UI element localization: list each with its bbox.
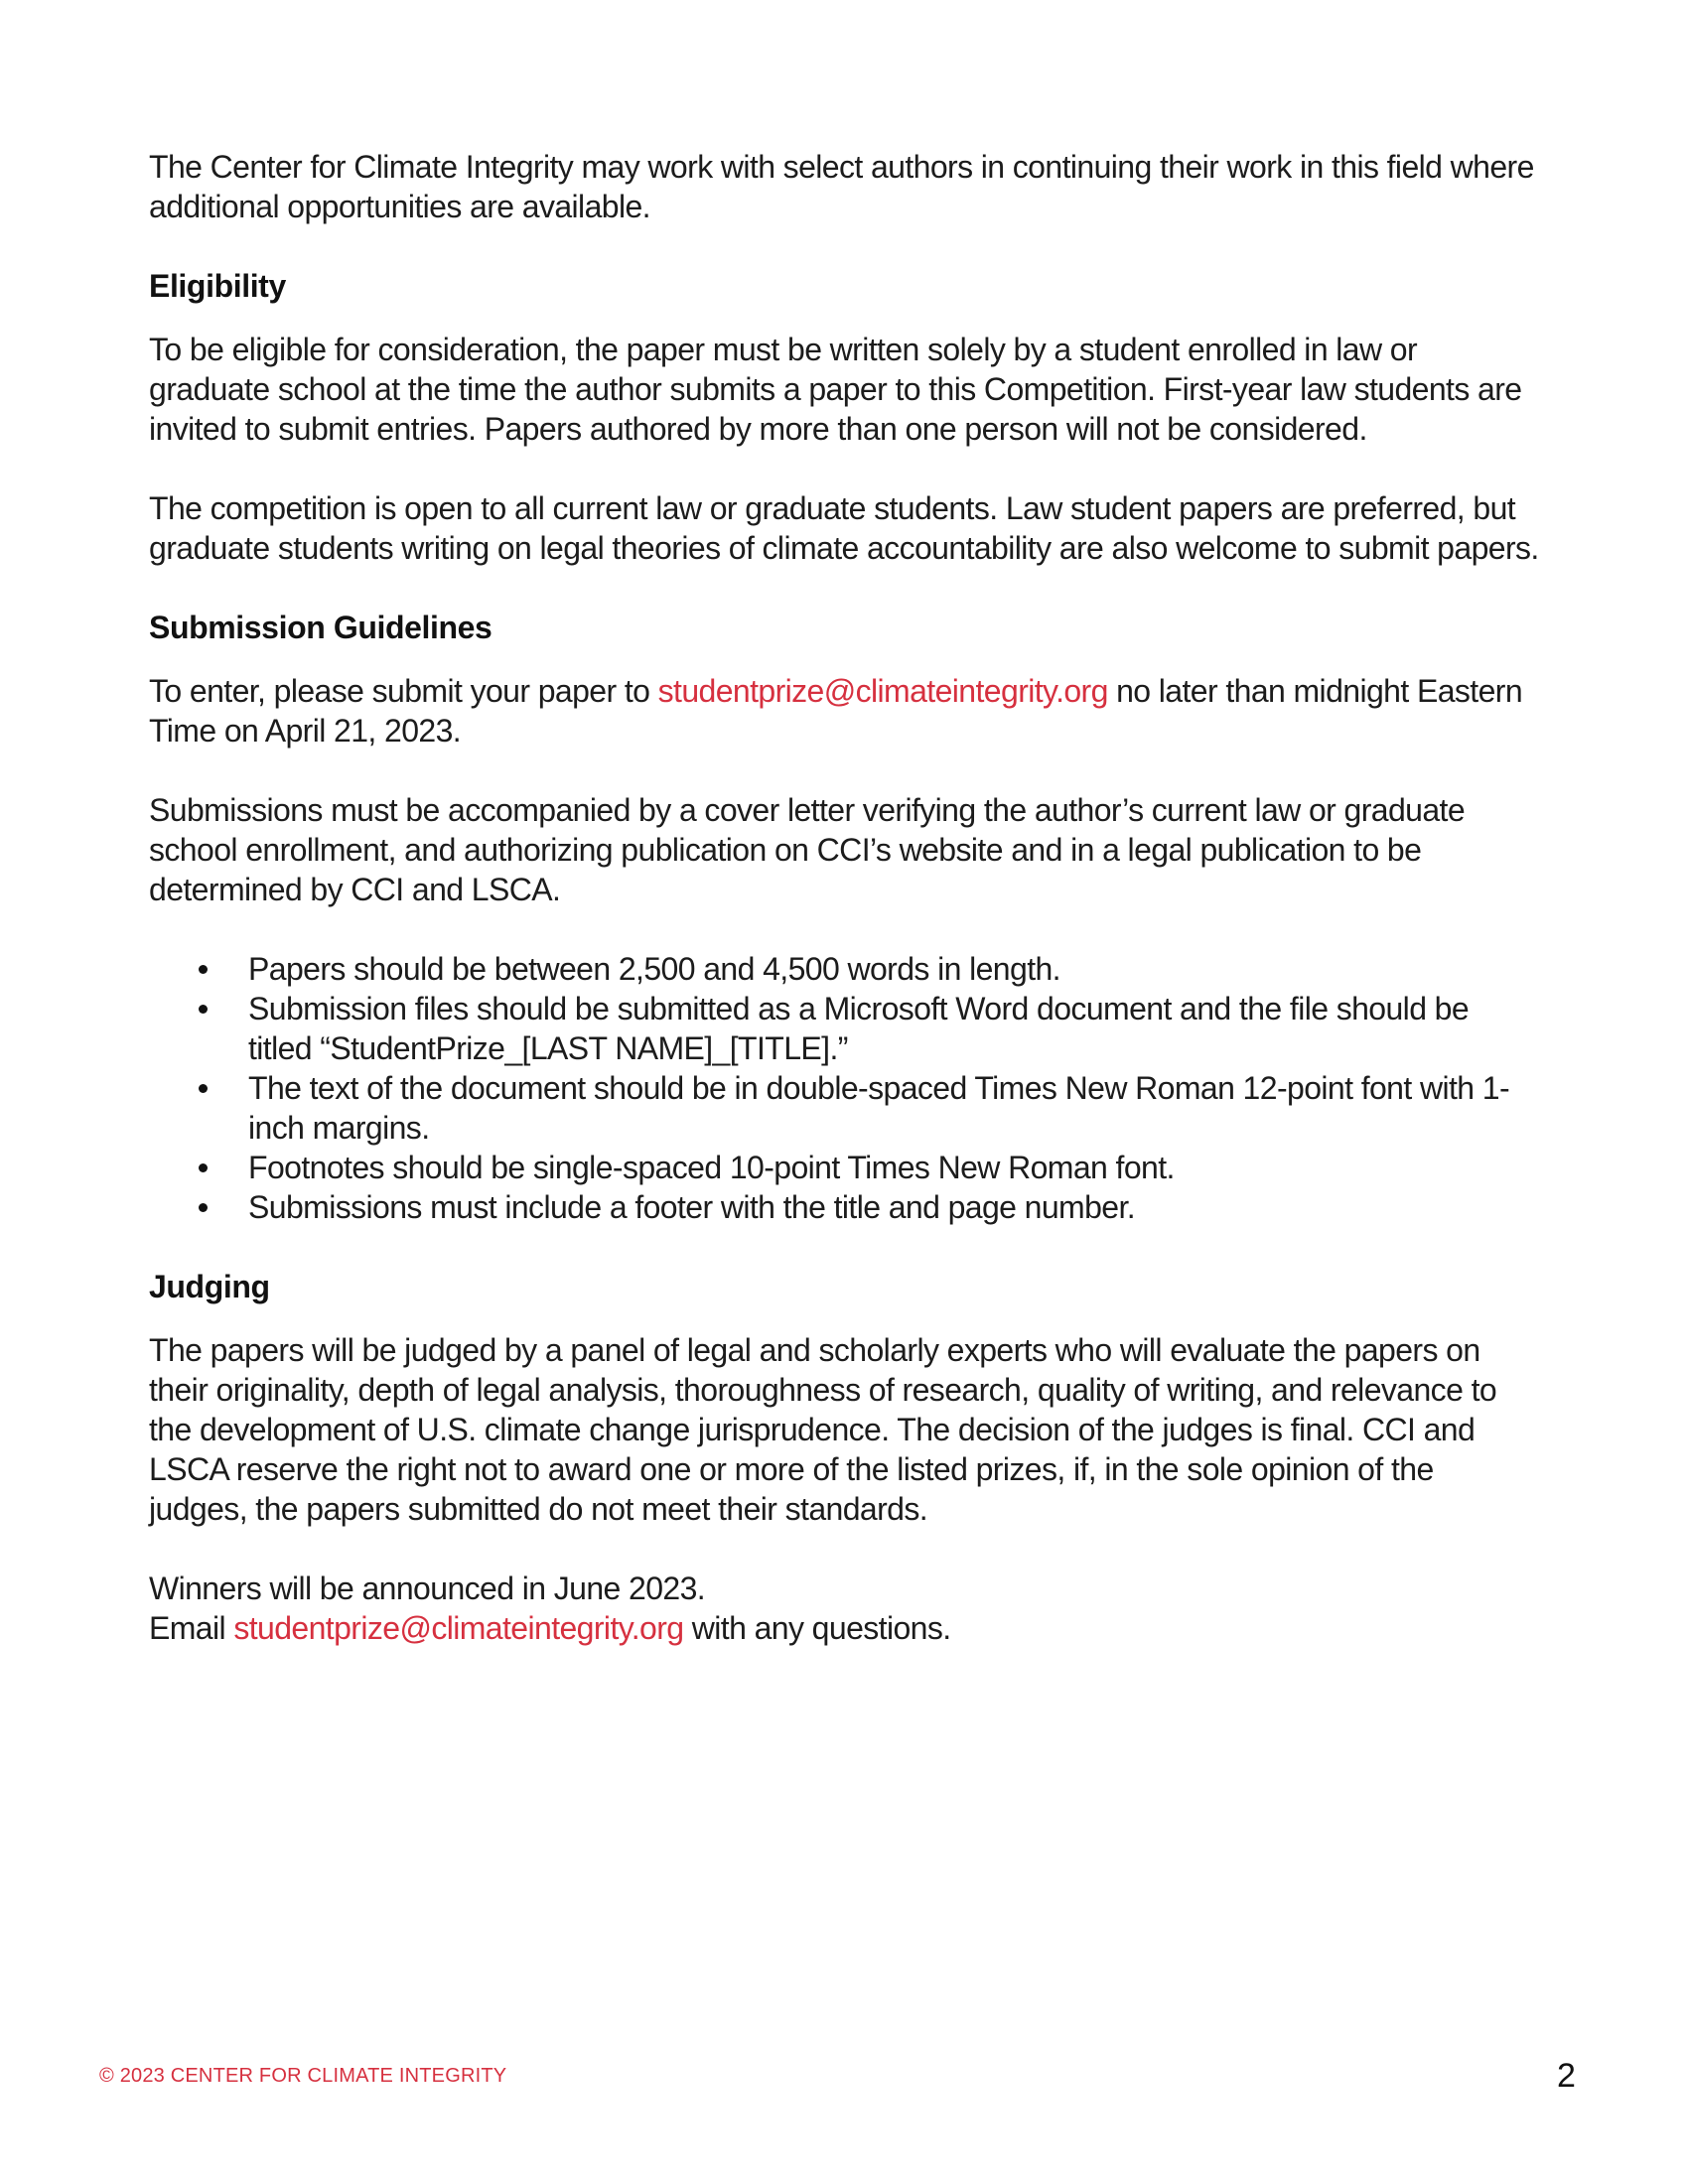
winners-line: Winners will be announced in June 2023. [149, 1570, 706, 1606]
enter-prefix: To enter, please submit your paper to [149, 673, 658, 709]
list-item-text: The text of the document should be in double-spaced Times New Roman 12-point font with 1-inch margins. [248, 1070, 1510, 1146]
cover-letter-paragraph: Submissions must be accompanied by a cover letter verifying the author’s current law or graduate school enrollment, and authorizing publication on CCI’s website and in a legal publication to be determined by CCI and LSCA. [149, 792, 1466, 907]
spacer [149, 226, 1539, 266]
list-item-text: Submission files should be submitted as a Microsoft Word document and the file should be titled “StudentPrize_[LAST NAME]_[TITLE].” [248, 991, 1470, 1066]
spacer [149, 751, 1539, 790]
list-item [149, 1187, 1539, 1227]
email-link[interactable]: studentprize@climateintegrity.org [657, 673, 1108, 709]
spacer [149, 1306, 1539, 1330]
spacer [149, 1227, 1539, 1267]
list-item [149, 989, 1539, 1068]
spacer [149, 909, 1539, 949]
page-number: 2 [1557, 2057, 1576, 2095]
eligibility-paragraph-1: To be eligible for consideration, the paper must be written solely by a student enrolled in law or graduate school at the time the author submits a paper to this Competition. First-year law students are invited to submit entries. Papers authored by more than one person will not be considered. [149, 332, 1522, 447]
questions-email-link[interactable]: studentprize@climateintegrity.org [233, 1610, 684, 1646]
list-item [149, 1148, 1539, 1187]
bullet-icon [199, 1163, 208, 1172]
email-prefix: Email [149, 1610, 234, 1646]
list-item [149, 949, 1539, 989]
spacer [149, 647, 1539, 671]
bullet-icon [199, 1005, 208, 1014]
list-item-text: Papers should be between 2,500 and 4,500 words in length. [248, 951, 1060, 987]
list-item-text: Footnotes should be single-spaced 10-point Times New Roman font. [248, 1150, 1175, 1185]
questions-line [149, 1608, 1539, 1648]
intro-paragraph: The Center for Climate Integrity may work with select authors in continuing their work in this field where additional opportunities are available. [149, 149, 1534, 224]
document-page [149, 147, 1539, 1648]
list-item-text: Submissions must include a footer with the title and page number. [248, 1189, 1136, 1225]
eligibility-paragraph-2: The competition is open to all current law or graduate students. Law student papers are preferred, but graduate students writing on legal theories of climate accountability are also welcome to submit papers. [149, 490, 1539, 566]
spacer [149, 1529, 1539, 1569]
judging-heading: Judging [149, 1269, 270, 1304]
list-item [149, 1068, 1539, 1148]
enter-suffix: no later than midnight Eastern Time on April 21, 2023. [149, 673, 1523, 749]
spacer [149, 449, 1539, 488]
bullet-icon [199, 1084, 208, 1093]
guidelines-list [149, 949, 1539, 1227]
footer-copyright: © 2023 CENTER FOR CLIMATE INTEGRITY [99, 2065, 507, 2087]
spacer [149, 306, 1539, 330]
spacer [149, 568, 1539, 608]
bullet-icon [199, 965, 208, 974]
submission-heading: Submission Guidelines [149, 610, 492, 645]
judging-paragraph: The papers will be judged by a panel of legal and scholarly experts who will evaluate the papers on their originality, depth of legal analysis, thoroughness of research, quality of writing, and relevance to the development of U.S. climate change jurisprudence. The decision of the judges is final. CCI and LSCA reserve the right not to award one or more of the listed prizes, if, in the sole opinion of the judges, the papers submitted do not meet their standards. [149, 1332, 1497, 1527]
submission-enter-paragraph [149, 671, 1539, 751]
email-suffix: with any questions. [683, 1610, 951, 1646]
bullet-icon [199, 1203, 208, 1212]
eligibility-heading: Eligibility [149, 268, 286, 304]
